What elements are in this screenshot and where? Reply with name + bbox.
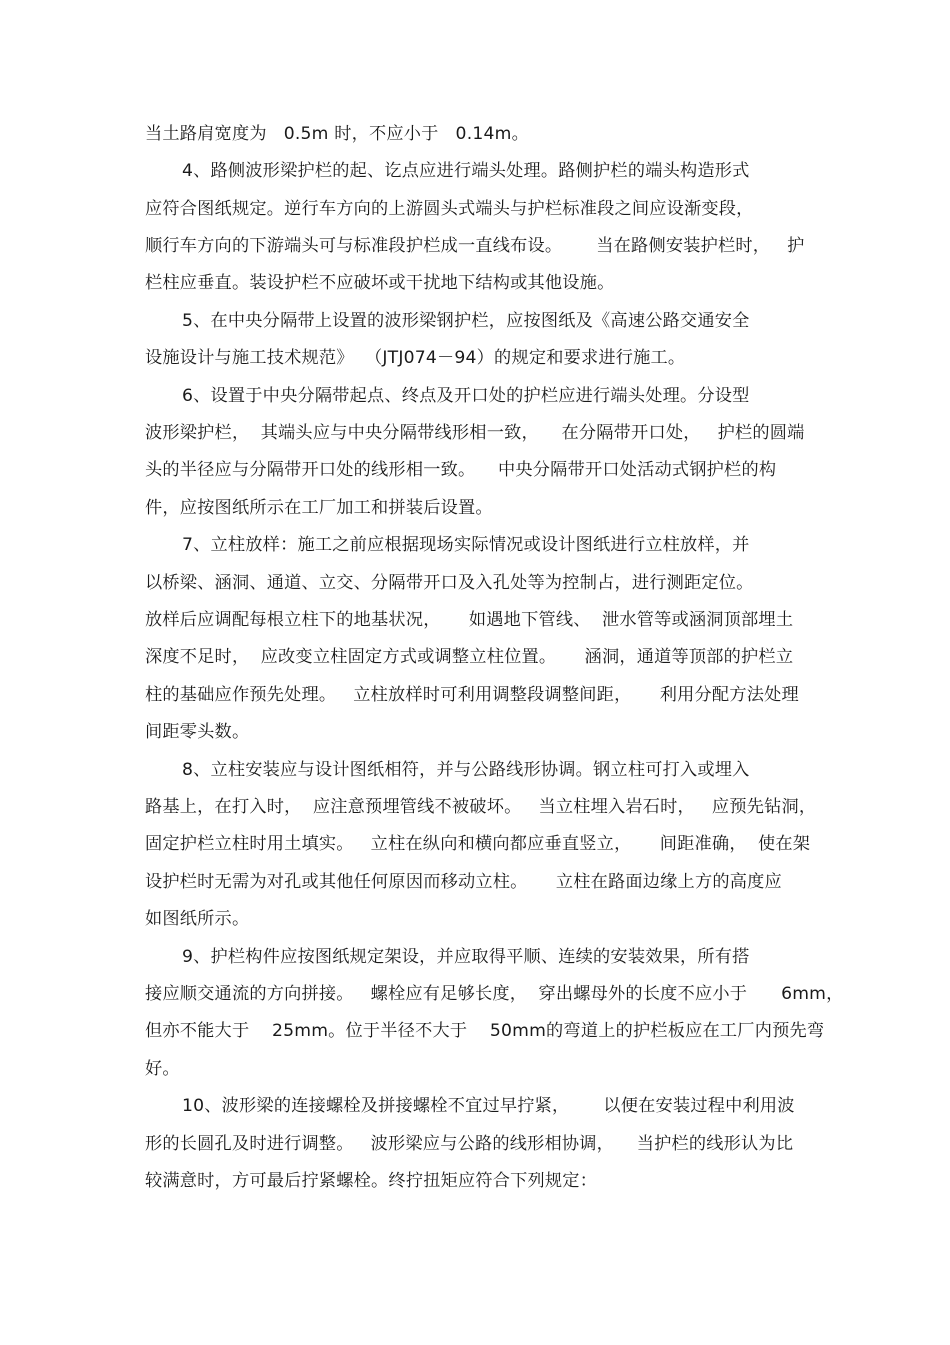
text-line: 当土路肩宽度为 0.5m 时，不应小于 0.14m。: [145, 124, 529, 144]
text-line: 波形梁护栏， 其端头应与中央分隔带线形相一致， 在分隔带开口处， 护栏的圆端: [145, 423, 805, 443]
text-line: 深度不足时， 应改变立柱固定方式或调整立柱位置。 涵洞，通道等顶部的护栏立: [145, 647, 794, 667]
text-line: 但亦不能大于 25mm。位于半径不大于 50mm的弯道上的护栏板应在工厂内预先弯: [145, 1021, 825, 1041]
paragraph-8-start: 8、立柱安装应与设计图纸相符，并与公路线形协调。钢立柱可打入或埋入: [182, 760, 750, 780]
paragraph-10-start: 10、波形梁的连接螺栓及拼接螺栓不宜过早拧紧， 以便在安装过程中利用波: [182, 1096, 795, 1116]
paragraph-4-start: 4、路侧波形梁护栏的起、讫点应进行端头处理。路侧护栏的端头构造形式: [182, 161, 750, 181]
text-line: 间距零头数。: [145, 722, 250, 742]
text-line: 顺行车方向的下游端头可与标准段护栏成一直线布设。 当在路侧安装护栏时， 护: [145, 236, 805, 256]
text-line: 柱的基础应作预先处理。 立柱放样时可利用调整段调整间距， 利用分配方法处理: [145, 685, 799, 705]
paragraph-5-start: 5、在中央分隔带上设置的波形梁钢护栏，应按图纸及《高速公路交通安全: [182, 311, 750, 331]
text-line: 以桥梁、涵洞、通道、立交、分隔带开口及入孔处等为控制占，进行测距定位。: [145, 573, 754, 593]
text-line: 栏柱应垂直。装设护栏不应破坏或干扰地下结构或其他设施。: [145, 273, 615, 293]
text-line: 设护栏时无需为对孔或其他任何原因而移动立柱。 立柱在路面边缘上方的高度应: [145, 872, 782, 892]
text-line: 好。: [145, 1059, 180, 1079]
text-line: 头的半径应与分隔带开口处的线形相一致。 中央分隔带开口处活动式钢护栏的构: [145, 460, 777, 480]
paragraph-9-start: 9、护栏构件应按图纸规定架设，并应取得平顺、连续的安装效果，所有搭: [182, 947, 750, 967]
text-line: 设施设计与施工技术规范》 （JTJ074－94）的规定和要求进行施工。: [145, 348, 686, 368]
text-line: 较满意时，方可最后拧紧螺栓。终拧扭矩应符合下列规定：: [145, 1171, 598, 1191]
text-line: 形的长圆孔及时进行调整。 波形梁应与公路的线形相协调， 当护栏的线形认为比: [145, 1134, 794, 1154]
text-line: 如图纸所示。: [145, 909, 250, 929]
text-line: 路基上，在打入时， 应注意预埋管线不被破坏。 当立柱埋入岩石时， 应预先钻洞，: [145, 797, 817, 817]
text-line: 应符合图纸规定。逆行车方向的上游圆头式端头与护栏标准段之间应设渐变段，: [145, 199, 754, 219]
text-line: 放样后应调配每根立柱下的地基状况， 如遇地下管线、 泄水管等或涵洞顶部埋土: [145, 610, 794, 630]
paragraph-7-start: 7、立柱放样：施工之前应根据现场实际情况或设计图纸进行立柱放样，并: [182, 535, 750, 555]
text-line: 件，应按图纸所示在工厂加工和拼装后设置。: [145, 498, 493, 518]
text-line: 固定护栏立柱时用土填实。 立柱在纵向和横向都应垂直竖立， 间距准确， 使在架: [145, 834, 811, 854]
text-line: 接应顺交通流的方向拼接。 螺栓应有足够长度， 穿出螺母外的长度不应小于 6mm，: [145, 984, 844, 1004]
paragraph-6-start: 6、设置于中央分隔带起点、终点及开口处的护栏应进行端头处理。分设型: [182, 386, 750, 406]
